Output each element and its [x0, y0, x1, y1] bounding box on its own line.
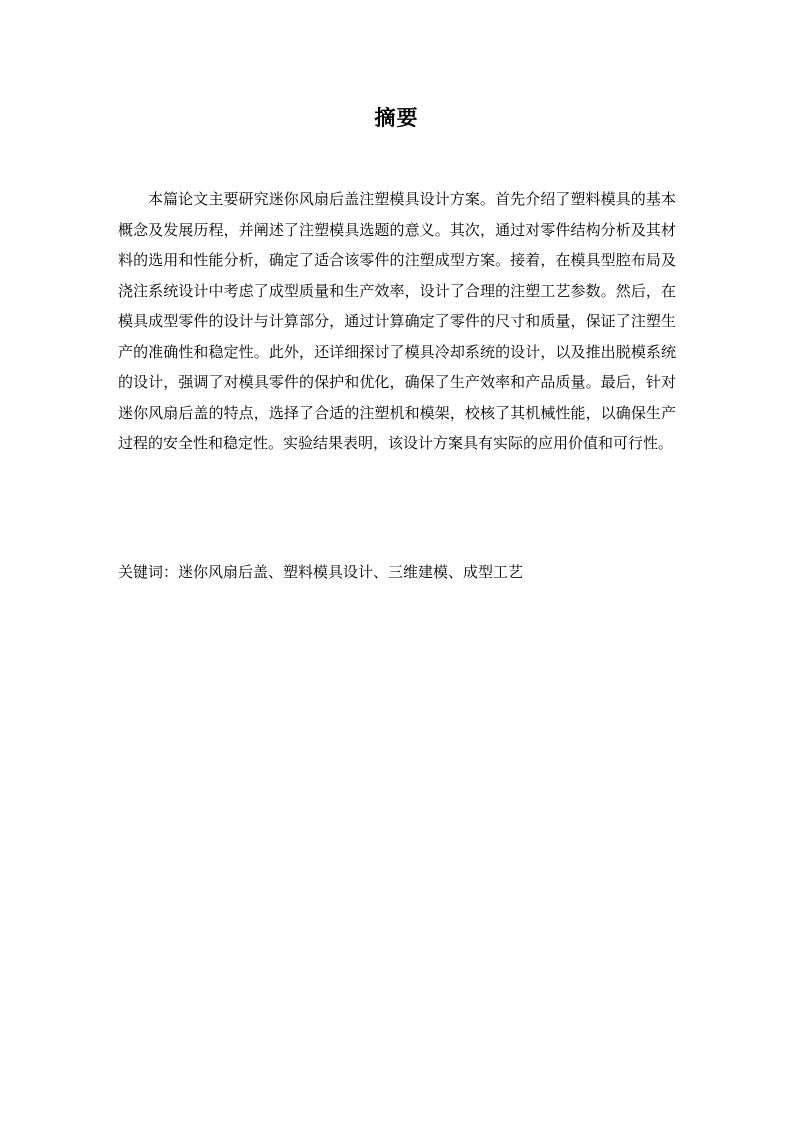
abstract-heading: 摘要	[374, 106, 419, 130]
abstract-paragraph: 本篇论文主要研究迷你风扇后盖注塑模具设计方案。首先介绍了塑料模具的基本概念及发展历程，并阐述了注塑模具选题的意义。其次，通过对零件结构分析及其材料的选用和性能分析，确定了适合该零件的注塑成型方案。接着，在模具型腔布局及浇注系统设计中考虑了成型质量和生产效率，设计了合理的注塑工艺参数。然后，在模具成型零件的设计与计算部分，通过计算确定了零件的尺寸和质量，保证了注塑生产的准确性和稳定性。此外，还详细探讨了模具冷却系统的设计，以及推出脱模系统的设计，强调了对模具零件的保护和优化，确保了生产效率和产品质量。最后，针对迷你风扇后盖的特点，选择了合适的注塑机和模架，校核了其机械性能，以确保生产过程的安全性和稳定性。实验结果表明，该设计方案具有实际的应用价值和可行性。	[118, 190, 676, 452]
keywords-line: 关键词：迷你风扇后盖、塑料模具设计、三维建模、成型工艺	[118, 563, 524, 581]
